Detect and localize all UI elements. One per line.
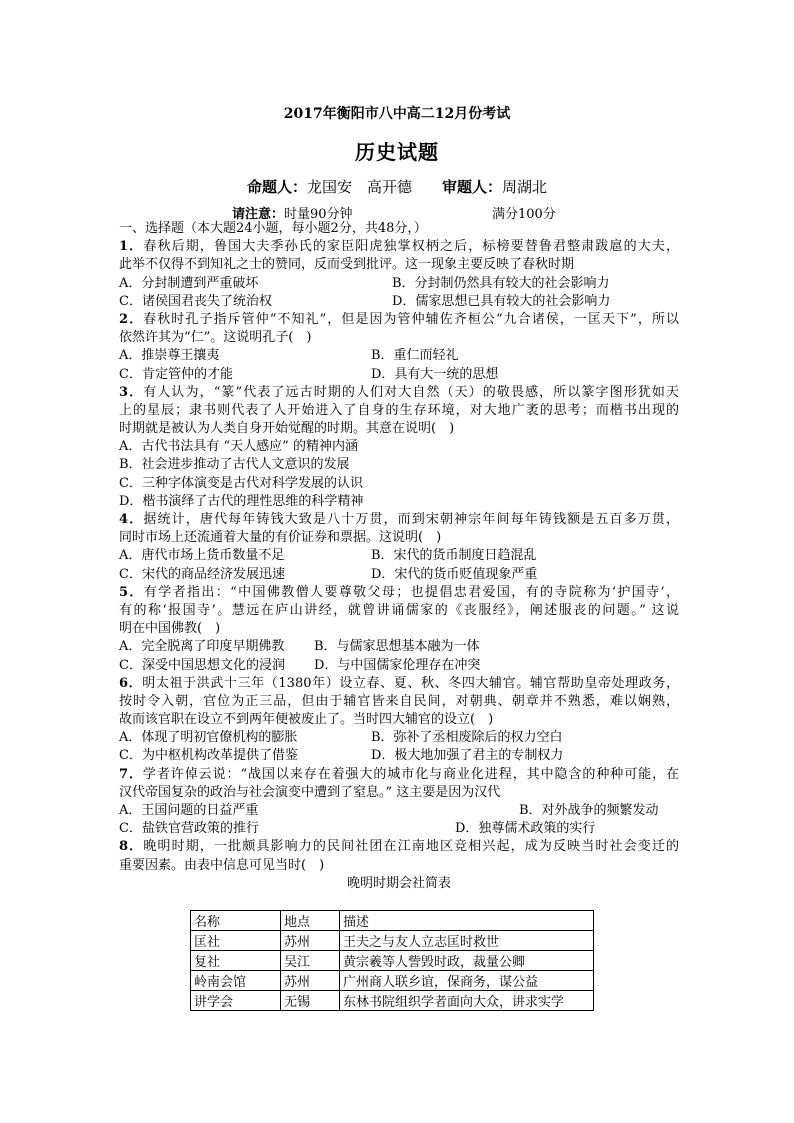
options-row: [119, 275, 679, 293]
question-text: 重要因素。由表中信息可见当时( ): [119, 857, 325, 873]
options-row: [119, 293, 679, 311]
question-text: 7．学者许倬云说：“战国以来存在着强大的城市化与商业化进程，其中隐含的种种可能，在: [119, 766, 680, 782]
exam-title: 2017年衡阳市八中高二12月份考试: [283, 106, 511, 122]
section-heading: 一、选择题（本大题24小题，每小题2分，共48分，）: [119, 221, 427, 236]
option-b: B．宋代的货币制度日趋混乱: [371, 548, 537, 564]
question-number: 6．: [119, 675, 143, 691]
reviewer-label: 审题人：: [442, 178, 503, 196]
option-b: B．重仁而轻礼: [371, 348, 459, 364]
cell: 岭南会馆: [191, 971, 281, 991]
table-row: [191, 971, 594, 991]
option-c: C．盐铁官营政策的推行: [119, 821, 259, 837]
cell: 广州商人联乡谊，保商务，谋公益: [340, 971, 594, 991]
option-b: B．弥补了丞相废除后的权力空白: [371, 730, 563, 746]
options-row: [119, 820, 679, 838]
question-number: 8．: [119, 839, 144, 855]
option-c: C．肯定管仲的才能: [119, 366, 233, 382]
question-number: 2．: [119, 311, 144, 327]
option-b: B．对外战争的频繁发动: [519, 803, 659, 818]
option-a: A．古代书法具有 “天人感应” 的精神内涵: [119, 439, 358, 455]
question-text: 明在中国佛教( ): [119, 621, 221, 637]
cell: 苏州: [281, 931, 340, 951]
option-d: D．与中国儒家伦理存在冲突: [314, 657, 481, 673]
authors-label: 命题人：: [246, 178, 307, 196]
question-number: 4．: [119, 512, 144, 527]
table-row: [191, 951, 594, 971]
option-a: A．推崇尊王攘夷: [119, 348, 220, 364]
cell: 吴江: [281, 951, 340, 971]
authors: 龙国安 高开德: [306, 178, 412, 196]
questions: [119, 220, 679, 893]
cell: 讲学会: [191, 991, 281, 1011]
question-number: 5．: [119, 584, 144, 600]
question-text: 8．晚明时期，一批颇具影响力的民间社团在江南地区竞相兴起，成为反映当时社会变迁的: [119, 839, 679, 855]
option-d: D．楷书演绎了古代的理性思维的科学精神: [119, 493, 364, 509]
option-d: D．具有大一统的思想: [371, 366, 499, 382]
option-a: A．完全脱离了印度早期佛教: [119, 639, 285, 655]
cell: 王夫之与友人立志匡时救世: [340, 931, 594, 951]
header-cell-name: 名称: [191, 911, 281, 931]
notice-label: 请注意：: [232, 207, 285, 222]
question-text: 2．春秋时孔子指斥管仲“不知礼”，但是因为管仲辅佐齐桓公“九合诸侯，一匡天下”，所以: [119, 311, 680, 327]
question-text: 4．据统计，唐代每年铸钱大致是八十万贯，而到宋朝神宗年间每年铸钱额是五百多万贯，: [119, 512, 679, 527]
question-text: 3．有人认为，“篆”代表了远古时期的人们对大自然（天）的敬畏感，所以篆字图形犹如天: [119, 384, 680, 400]
society-table: [190, 910, 594, 1011]
options-row: [119, 657, 679, 675]
table-row: [191, 931, 594, 951]
table-title: 晚明时期会社简表: [346, 875, 451, 891]
options-row: [119, 802, 679, 820]
table-row: [191, 991, 594, 1011]
options-row: [119, 729, 679, 747]
option-d: D．宋代的货币贬值现象严重: [371, 566, 538, 582]
header-cell-place: 地点: [281, 911, 340, 931]
question-text: 1．春秋后期，鲁国大夫季孙氏的家臣阳虎独掌权柄之后，标榜要替鲁君整肃跋扈的大夫，: [119, 239, 679, 255]
question-text: 6．明太祖于洪武十三年（1380年）设立春、夏、秋、冬四大辅官。辅官帮助皇帝处理政务，: [119, 675, 680, 691]
table-header-row: [191, 911, 594, 931]
options-row: [119, 547, 679, 565]
options-row: [119, 747, 679, 765]
option-a: A．唐代市场上货币数量不足: [119, 548, 285, 564]
header-cell-desc: 描述: [340, 911, 594, 931]
cell: 复社: [191, 951, 281, 971]
option-c: C．三种字体演变是古代对科学发展的认识: [119, 475, 363, 491]
options-row: [119, 566, 679, 584]
question-text: 此举不仅得不到知礼之士的赞同，反而受到批评。这一现象主要反映了春秋时期: [119, 257, 575, 273]
question-number: 1．: [119, 239, 144, 255]
time-limit: 时量90分钟: [284, 207, 353, 222]
full-score: 满分100分: [492, 207, 556, 222]
reviewer: 周湖北: [502, 178, 548, 196]
cell: 黄宗羲等人訾毁时政，裁量公卿: [340, 951, 594, 971]
option-a: A．分封制遭到严重破坏: [119, 275, 259, 291]
option-a: A．王国问题的日益严重: [119, 803, 259, 818]
cell: 无锡: [281, 991, 340, 1011]
cell: 苏州: [281, 971, 340, 991]
question-number: 7．: [119, 766, 143, 782]
question-text: 时期就是被认为人类自身开始觉醒的时期。其意在说明( ): [119, 421, 455, 437]
options-row: [119, 347, 679, 365]
option-a: A．体现了明初官僚机构的膨胀: [119, 730, 298, 746]
question-text: 故而该官职在设立不到两年便被废止了。当时四大辅官的设立( ): [119, 712, 494, 728]
cell: 匡社: [191, 931, 281, 951]
option-c: C．宋代的商品经济发展迅速: [119, 566, 285, 582]
option-d: D．极大地加强了君主的专制权力: [371, 748, 564, 764]
options-row: [119, 638, 679, 656]
options-row: [119, 366, 679, 384]
option-c: C．为中枢机构改革提供了借鉴: [119, 748, 298, 764]
question-text: 依然许其为“仁”。这说明孔子( ): [119, 330, 312, 346]
question-text: 有的称‘报国寺’。慧远在庐山讲经，就曾讲诵儒家的《丧服经》，阐述服丧的问题。” 这说: [119, 602, 679, 618]
option-c: C．深受中国思想文化的浸润: [119, 657, 285, 673]
question-text: 上的星辰；隶书则代表了人开始进入了自身的生存环境，对大地广袤的思考；而楷书出现的: [119, 402, 679, 418]
option-d: D．独尊儒术政策的实行: [455, 821, 596, 837]
question-number: 3．: [119, 384, 144, 400]
question-text: 按时令入朝，官位为正三品，但由于辅官皆来自民间，对朝典、朝章并不熟悉，难以娴熟，: [119, 693, 679, 709]
option-b: B．分封制仍然具有较大的社会影响力: [392, 275, 610, 291]
option-d: D．儒家思想已具有较大的社会影响力: [392, 293, 611, 309]
option-c: C．诸侯国君丧失了统治权: [119, 293, 272, 309]
question-text: 汉代帝国复杂的政治与社会演变中遭到了窒息。” 这主要是因为汉代: [119, 784, 501, 800]
question-text: 同时市场上还流通着大量的有价证券和票据。这说明( ): [119, 530, 442, 546]
subject-title: 历史试题: [355, 140, 439, 164]
option-b: B．与儒家思想基本融为一体: [314, 639, 480, 655]
authors-line: [0, 176, 794, 197]
option-b: B．社会进步推动了古代人文意识的发展: [119, 457, 350, 473]
question-text: 5．有学者指出：“中国佛教僧人要尊敬父母；也提倡忠君爱国，有的寺院称为‘护国寺’，: [119, 584, 680, 600]
cell: 东林书院组织学者面向大众，讲求实学: [340, 991, 594, 1011]
